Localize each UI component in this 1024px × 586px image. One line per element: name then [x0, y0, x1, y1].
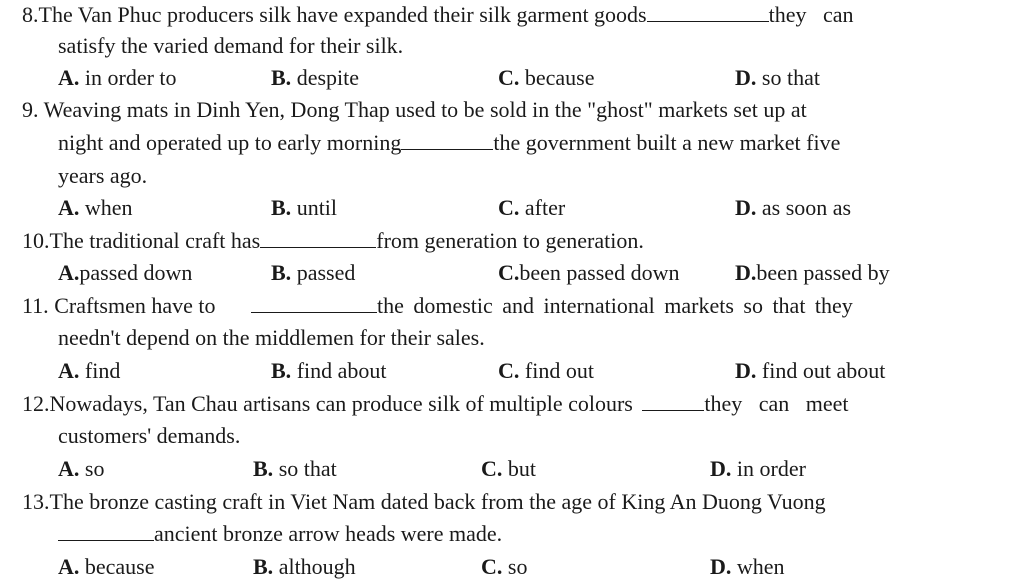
- option-letter: B.: [253, 554, 274, 579]
- option-a[interactable]: [58, 258, 192, 288]
- option-letter: A.: [58, 195, 80, 220]
- question-text: they can: [768, 2, 854, 27]
- question-number: 12.: [22, 391, 50, 416]
- question-11-line-2: needn't depend on the middlemen for their sales.: [58, 325, 485, 350]
- option-b[interactable]: [253, 552, 356, 582]
- answer-blank[interactable]: [647, 3, 769, 22]
- question-number: 8.: [22, 2, 39, 27]
- answer-blank[interactable]: [401, 131, 493, 150]
- option-letter: C.: [481, 456, 503, 481]
- option-text: find out about: [756, 358, 886, 383]
- question-9-line-3: years ago.: [58, 163, 148, 188]
- option-d[interactable]: [735, 258, 890, 288]
- option-b[interactable]: [253, 454, 337, 484]
- option-text: until: [291, 195, 338, 220]
- option-letter: A.: [58, 358, 80, 383]
- option-b[interactable]: [271, 193, 337, 223]
- answer-blank[interactable]: [260, 229, 376, 248]
- question-number: 13.: [22, 489, 50, 514]
- option-text: although: [273, 554, 356, 579]
- question-text: Craftsmen have to: [54, 293, 216, 318]
- question-13-line-1: [22, 487, 826, 517]
- question-12-line-1: [22, 389, 849, 419]
- option-c[interactable]: [498, 356, 594, 386]
- question-number: 9.: [22, 97, 39, 122]
- question-text: from generation to generation.: [376, 228, 644, 253]
- option-a[interactable]: [58, 356, 120, 386]
- option-text: in order to: [79, 65, 177, 90]
- question-text: they can meet: [704, 391, 849, 416]
- question-text: the government built a new market five: [493, 130, 841, 155]
- option-c[interactable]: [498, 193, 565, 223]
- option-letter: C.: [498, 358, 520, 383]
- answer-blank[interactable]: [251, 294, 377, 313]
- option-letter: A.: [58, 260, 80, 285]
- option-letter: B.: [271, 358, 292, 383]
- option-text: been passed down: [519, 260, 680, 285]
- option-letter: C.: [498, 65, 520, 90]
- question-text: night and operated up to early morning: [58, 130, 402, 155]
- option-d[interactable]: [735, 356, 885, 386]
- option-d[interactable]: [710, 454, 806, 484]
- question-8-line-1: [22, 0, 854, 30]
- option-text: so: [79, 456, 105, 481]
- answer-blank[interactable]: [642, 392, 704, 411]
- option-text: been passed by: [756, 260, 890, 285]
- option-d[interactable]: [735, 63, 820, 93]
- option-text: in order: [731, 456, 806, 481]
- option-text: passed: [291, 260, 356, 285]
- option-c[interactable]: [481, 454, 536, 484]
- option-letter: C.: [498, 260, 520, 285]
- option-text: when: [731, 554, 785, 579]
- option-a[interactable]: [58, 454, 104, 484]
- question-number: 11.: [22, 293, 49, 318]
- question-text: Nowadays, Tan Chau artisans can produce silk of multiple colours: [49, 391, 633, 416]
- option-letter: D.: [735, 260, 757, 285]
- option-letter: D.: [735, 195, 757, 220]
- option-b[interactable]: [271, 63, 359, 93]
- question-13-line-2: [58, 519, 502, 549]
- question-text: ancient bronze arrow heads were made.: [154, 521, 503, 546]
- option-text: as soon as: [756, 195, 852, 220]
- option-d[interactable]: [735, 193, 851, 223]
- option-letter: D.: [735, 65, 757, 90]
- question-text: The traditional craft has: [49, 228, 261, 253]
- question-12-line-2: customers' demands.: [58, 423, 241, 448]
- option-text: find about: [291, 358, 387, 383]
- option-letter: B.: [253, 456, 274, 481]
- option-letter: A.: [58, 65, 80, 90]
- question-text: the domestic and international markets so that they: [376, 293, 853, 318]
- option-b[interactable]: [271, 356, 387, 386]
- option-c[interactable]: [481, 552, 527, 582]
- option-c[interactable]: [498, 63, 595, 93]
- option-letter: C.: [498, 195, 520, 220]
- option-text: because: [519, 65, 595, 90]
- question-10-line-1: [22, 226, 644, 256]
- option-text: passed down: [79, 260, 193, 285]
- option-text: find: [79, 358, 121, 383]
- answer-blank[interactable]: [58, 522, 154, 541]
- question-9-line-1: [22, 95, 807, 125]
- option-c[interactable]: [498, 258, 679, 288]
- question-9-line-2: [58, 128, 840, 158]
- option-text: find out: [519, 358, 594, 383]
- option-letter: D.: [735, 358, 757, 383]
- question-8-line-2: satisfy the varied demand for their silk.: [58, 33, 404, 58]
- option-letter: A.: [58, 554, 80, 579]
- option-a[interactable]: [58, 552, 155, 582]
- question-text: Weaving mats in Dinh Yen, Dong Thap used to be sold in the "ghost" markets set up at: [43, 97, 807, 122]
- option-text: so: [502, 554, 528, 579]
- question-text: The bronze casting craft in Viet Nam dated back from the age of King An Duong Vuong: [49, 489, 826, 514]
- option-text: but: [502, 456, 537, 481]
- question-text: The Van Phuc producers silk have expanded their silk garment goods: [38, 2, 647, 27]
- option-letter: D.: [710, 456, 732, 481]
- option-letter: A.: [58, 456, 80, 481]
- option-text: so that: [273, 456, 337, 481]
- option-letter: C.: [481, 554, 503, 579]
- option-text: because: [79, 554, 155, 579]
- question-number: 10.: [22, 228, 50, 253]
- option-b[interactable]: [271, 258, 355, 288]
- option-letter: B.: [271, 65, 292, 90]
- option-letter: B.: [271, 260, 292, 285]
- option-letter: B.: [271, 195, 292, 220]
- question-11-line-1: [22, 291, 853, 321]
- option-text: despite: [291, 65, 360, 90]
- option-text: when: [79, 195, 133, 220]
- option-a[interactable]: [58, 63, 177, 93]
- option-d[interactable]: [710, 552, 785, 582]
- option-letter: D.: [710, 554, 732, 579]
- option-text: so that: [756, 65, 820, 90]
- option-a[interactable]: [58, 193, 133, 223]
- option-text: after: [519, 195, 566, 220]
